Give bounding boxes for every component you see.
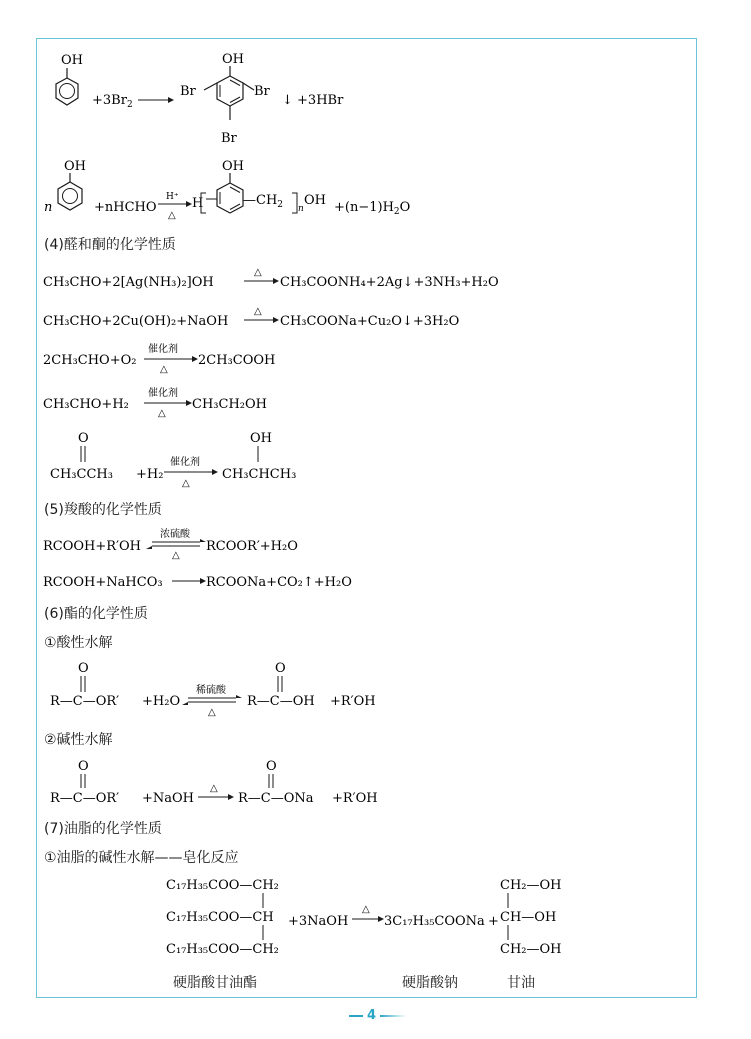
eq5-left: RCOOH+R′OH xyxy=(43,539,142,554)
svg-text:+: + xyxy=(488,914,499,929)
eq2-left: CH₃CHO+2Cu(OH)₂+NaOH xyxy=(43,314,229,329)
oh-end: OH xyxy=(304,193,326,208)
saponification-diagram xyxy=(160,872,580,966)
coef-n: n xyxy=(44,200,53,215)
eq3-right: 2CH₃COOH xyxy=(198,353,276,368)
svg-text:催化剂: 催化剂 xyxy=(148,344,178,355)
product-oh: OH xyxy=(222,52,244,67)
phenol-oh: OH xyxy=(64,159,86,174)
polymer-oh: OH xyxy=(222,159,244,174)
svg-text:△: △ xyxy=(254,267,262,278)
section-fat: (7)油脂的化学性质 xyxy=(44,821,162,837)
ketone-left: CH₃CCH₃ xyxy=(50,467,113,482)
triglyceride-row1: C₁₇H₃₅COO—CH₂ xyxy=(166,878,279,893)
svg-text:△: △ xyxy=(160,364,168,375)
ester-base-hydrolysis xyxy=(40,756,420,812)
svg-text:△: △ xyxy=(254,306,262,317)
heat-symbol: △ xyxy=(168,210,176,221)
phenol-ring xyxy=(58,173,82,210)
carboxylic-equations xyxy=(40,524,400,594)
triglyceride-row3: C₁₇H₃₅COO—CH₂ xyxy=(166,942,279,957)
svg-text:O: O xyxy=(266,759,277,774)
svg-text:OH: OH xyxy=(250,431,272,446)
h-end: H xyxy=(192,196,204,211)
glycerol-row3: CH₂—OH xyxy=(500,942,562,957)
svg-text:O: O xyxy=(78,661,89,676)
sodium-stearate: 3C₁₇H₃₅COONa xyxy=(384,914,485,929)
page-number-text: 4 xyxy=(366,1008,377,1023)
br-bottom: Br xyxy=(221,131,237,146)
eq6-right: RCOONa+CO₂↑+H₂O xyxy=(206,575,352,590)
svg-text:催化剂: 催化剂 xyxy=(148,388,178,399)
caption-glycerol: 甘油 xyxy=(507,975,535,991)
caption-sodium-stearate: 硬脂酸钠 xyxy=(402,975,458,991)
svg-text:+H₂: +H₂ xyxy=(136,467,164,482)
svg-text:稀硫酸: 稀硫酸 xyxy=(196,685,226,696)
eq1-right: CH₃COONH₄+2Ag↓+3NH₃+H₂O xyxy=(280,275,499,290)
n-sub: n xyxy=(298,204,304,214)
polymer-ring xyxy=(206,173,243,213)
eq4-left: CH₃CHO+H₂ xyxy=(43,397,129,412)
svg-text:△: △ xyxy=(172,550,180,561)
phenol-ring xyxy=(56,68,78,105)
eq2-right: CH₃COONa+Cu₂O↓+3H₂O xyxy=(280,314,460,329)
eq1-left: CH₃CHO+2[Ag(NH₃)₂]OH xyxy=(43,275,214,290)
phenol-formaldehyde-diagram xyxy=(40,155,440,225)
eq3-left: 2CH₃CHO+O₂ xyxy=(43,353,137,368)
svg-text:+H₂O: +H₂O xyxy=(142,694,181,709)
svg-text:△: △ xyxy=(362,904,370,915)
section-acid-hydrolysis: ①酸性水解 xyxy=(44,635,113,651)
page-number xyxy=(0,1008,751,1023)
ester-left-b: R—C—OR′ xyxy=(50,791,120,806)
section-carboxylic-acid: (5)羧酸的化学性质 xyxy=(44,502,162,518)
phenol-bromination-diagram xyxy=(40,48,380,148)
svg-text:O: O xyxy=(275,661,286,676)
svg-text:△: △ xyxy=(210,783,218,794)
tribromophenol-ring xyxy=(204,66,254,120)
eq4-right: CH₃CH₂OH xyxy=(192,397,267,412)
acid-product: R—C—OH xyxy=(247,694,315,709)
glycerol-row1: CH₂—OH xyxy=(500,878,562,893)
svg-text:O: O xyxy=(78,759,89,774)
eq6-left: RCOOH+NaHCO₃ xyxy=(43,575,163,590)
svg-text:△: △ xyxy=(158,408,166,419)
page-dash-left xyxy=(349,1015,363,1017)
ester-left: R—C—OR′ xyxy=(50,694,120,709)
svg-text:+NaOH: +NaOH xyxy=(142,791,195,806)
svg-text:O: O xyxy=(78,431,89,446)
svg-text:+R′OH: +R′OH xyxy=(332,791,378,806)
svg-text:浓硫酸: 浓硫酸 xyxy=(160,529,190,540)
svg-text:+R′OH: +R′OH xyxy=(330,694,376,709)
ketone-hydrogenation xyxy=(40,428,360,490)
aldehyde-equations xyxy=(40,262,600,422)
page-dash-right xyxy=(380,1015,406,1017)
section-base-hydrolysis: ②碱性水解 xyxy=(44,732,113,748)
eq5-right: RCOOR′+H₂O xyxy=(206,539,298,554)
product-rest: ↓ +3HBr xyxy=(282,93,344,108)
svg-text:△: △ xyxy=(182,478,190,489)
br-left: Br xyxy=(180,84,196,99)
section-ester: (6)酯的化学性质 xyxy=(44,606,148,622)
catalyst-h: H⁺ xyxy=(166,192,179,202)
ketone-right: CH₃CHCH₃ xyxy=(222,467,297,482)
base-product: R—C—ONa xyxy=(238,791,314,806)
ch2-unit: $—CH_2$ xyxy=(243,193,284,210)
reactant-br2: $+3Br_2$ xyxy=(92,93,133,110)
br-right: Br xyxy=(254,84,270,99)
phenol-oh: OH xyxy=(61,53,83,68)
water: $+(n-1)H_2O$ xyxy=(334,200,411,217)
section-saponification: ①油脂的碱性水解——皂化反应 xyxy=(44,850,239,866)
svg-text:△: △ xyxy=(208,707,216,718)
ester-acid-hydrolysis xyxy=(40,658,420,720)
glycerol-row2: CH—OH xyxy=(500,910,557,925)
reactant-hcho: +nHCHO xyxy=(94,200,157,215)
svg-text:+3NaOH: +3NaOH xyxy=(288,914,349,929)
svg-text:催化剂: 催化剂 xyxy=(170,457,200,468)
caption-triglyceride: 硬脂酸甘油酯 xyxy=(173,975,257,991)
section-aldehyde-ketone: (4)醛和酮的化学性质 xyxy=(44,237,176,253)
triglyceride-row2: C₁₇H₃₅COO—CH xyxy=(166,910,274,925)
